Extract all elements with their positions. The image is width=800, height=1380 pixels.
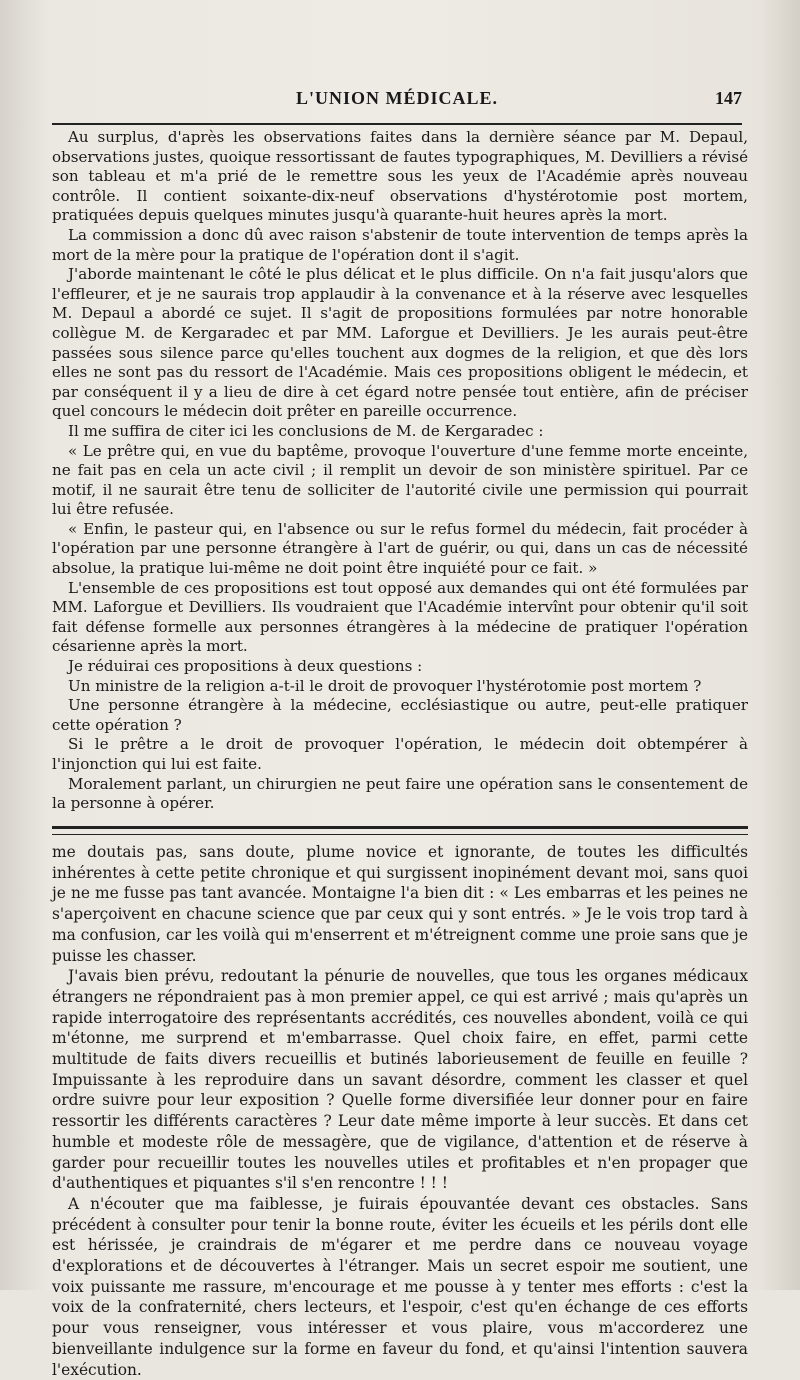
feuilleton-column (52, 842, 748, 1380)
paragraph: Moralement parlant, un chirurgien ne peut faire une opération sans le consentement de la personne à opérer. (52, 774, 748, 813)
question-paragraph: Un ministre de la religion a-t-il le droit de provoquer l'hystérotomie post mortem ? (68, 676, 702, 695)
paragraph: J'avais bien prévu, redoutant la pénurie de nouvelles, que tous les organes médicaux étrangers ne répondraient pas à mon premier appel, ce qui est arrivé ; mais qu'après un rapide interrogatoire des représentants accrédités, ces nouvelles abondent, voilà ce qui m'étonne, me surprend et m'embarrasse. Quel choix faire, en effet, parmi cette multitude de faits divers recueillis et butinés laborieusement de feuille en feuille ? Impuissante à les reproduire dans un savant désordre, comment les classer et quel ordre suivre pour leur exposition ? Quelle forme diversifiée leur donner pour en faire ressortir les différents caractères ? Leur date même importe à leur succès. Et dans cet humble et modeste rôle de messagère, que de vigilance, d'attention et de réserve à garder pour recueillir toutes les nouvelles utiles et profitables et n'en propager que d'authentiques et piquantes s'il s'en rencontre ! ! ! (52, 967, 748, 1193)
header-rule (52, 123, 742, 125)
article-column (52, 128, 748, 814)
paragraph: Il me suffira de citer ici les conclusions de M. de Kergaradec : (68, 421, 544, 440)
paragraph: Au surplus, d'après les observations faites dans la dernière séance par M. Depaul, observations justes, quoique ressortissant de fautes typographiques, M. Devilliers a révisé son tableau et m'a prié de le remettre sous les yeux de l'Académie après nouveau contrôle. Il contient soixante-dix-neuf observations d'hystérotomie post mortem, pratiquées depuis quelques minutes jusqu'à quarante-huit heures après la mort. (52, 128, 748, 225)
quotation-paragraph: « Enfin, le pasteur qui, en l'absence ou sur le refus formel du médecin, fait procéder à l'opération par une personne étrangère à l'art de guérir, ou qui, dans un cas de nécessité absolue, la pratique lui-même ne doit point être inquiété pour ce fait. » (52, 519, 748, 578)
paragraph: Si le prêtre a le droit de provoquer l'opération, le médecin doit obtempérer à l'injonction qui lui est faite. (52, 735, 748, 773)
paragraph: A n'écouter que ma faiblesse, je fuirais épouvantée devant ces obstacles. Sans précédent à consulter pour tenir la bonne route, éviter les écueils et les périls dont elle est hérissée, je craindrais de m'égarer et me perdre dans ce nouveau voyage d'explorations et de découvertes à l'étranger. Mais un secret espoir me soutient, une voix puissante me rassure, m'encourage et me pousse à y tenter mes efforts : c'est la voix de la confraternité, chers lecteurs, et l'espoir, c'est qu'en échange de ces efforts pour vous renseigner, vous intéresser et vous plaire, vous m'accorderez une bienveillante indulgence sur la forme en faveur du fond, et qu'ainsi l'intention sauvera l'exécution. (52, 1194, 748, 1379)
paragraph: Je réduirai ces propositions à deux questions : (68, 657, 423, 676)
question-paragraph: Une personne étrangère à la médecine, ecclésiastique ou autre, peut-elle pratiquer cette opération ? (52, 696, 748, 734)
paragraph: me doutais pas, sans doute, plume novice et ignorante, de toutes les difficultés inhérentes à cette petite chronique et qui surgissent inopinément devant moi, sans quoi je ne me fusse pas tant avancée. Montaigne l'a bien dit : « Les embarras et les peines ne s'aperçoivent en chacune science que par ceux qui y sont entrés. » Je le vois trop tard à ma confusion, car les voilà qui m'enserrent et m'étreignent comme une proie sans que je puisse les chasser. (52, 843, 748, 965)
page-number: 147 (715, 88, 742, 108)
paragraph: La commission a donc dû avec raison s'abstenir de toute intervention de temps après la mort de la mère pour la pratique de l'opération dont il s'agit. (52, 225, 748, 264)
quotation-paragraph: « Le prêtre qui, en vue du baptême, provoque l'ouverture d'une femme morte enceinte, ne fait pas en cela un acte civil ; il remplit un devoir de son ministère spirituel. Par ce motif, il ne saurait être tenu de solliciter de l'autorité civile une permission qui pourrait lui être refusée. (52, 441, 748, 519)
page-header (52, 88, 742, 114)
paragraph: L'ensemble de ces propositions est tout opposé aux demandes qui ont été formulées par MM. Laforgue et Devilliers. Ils voudraient que l'Académie intervînt pour obtenir qu'il soit fait défense formelle aux personnes étrangères à la médecine de pratiquer l'opération césarienne après la mort. (52, 578, 748, 656)
running-title: L'UNION MÉDICALE. (295, 88, 499, 108)
feuilleton-divider (52, 826, 748, 835)
paragraph: J'aborde maintenant le côté le plus délicat et le plus difficile. On n'a fait jusqu'alors que l'effleurer, et je ne saurais trop applaudir à la convenance et à la réserve avec lesquelles M. Depaul a abordé ce sujet. Il s'agit de propositions formulées par notre honorable collègue M. de Kergaradec et par MM. Laforgue et Devilliers. Je les aurais peut-être passées sous silence parce qu'elles touchent aux dogmes de la religion, et que dès lors elles ne sont pas du ressort de l'Académie. Mais ces propositions obligent le médecin, et par conséquent il y a lieu de dire à cet égard notre pensée tout entière, afin de préciser quel concours le médecin doit prêter en pareille occurrence. (52, 265, 748, 421)
